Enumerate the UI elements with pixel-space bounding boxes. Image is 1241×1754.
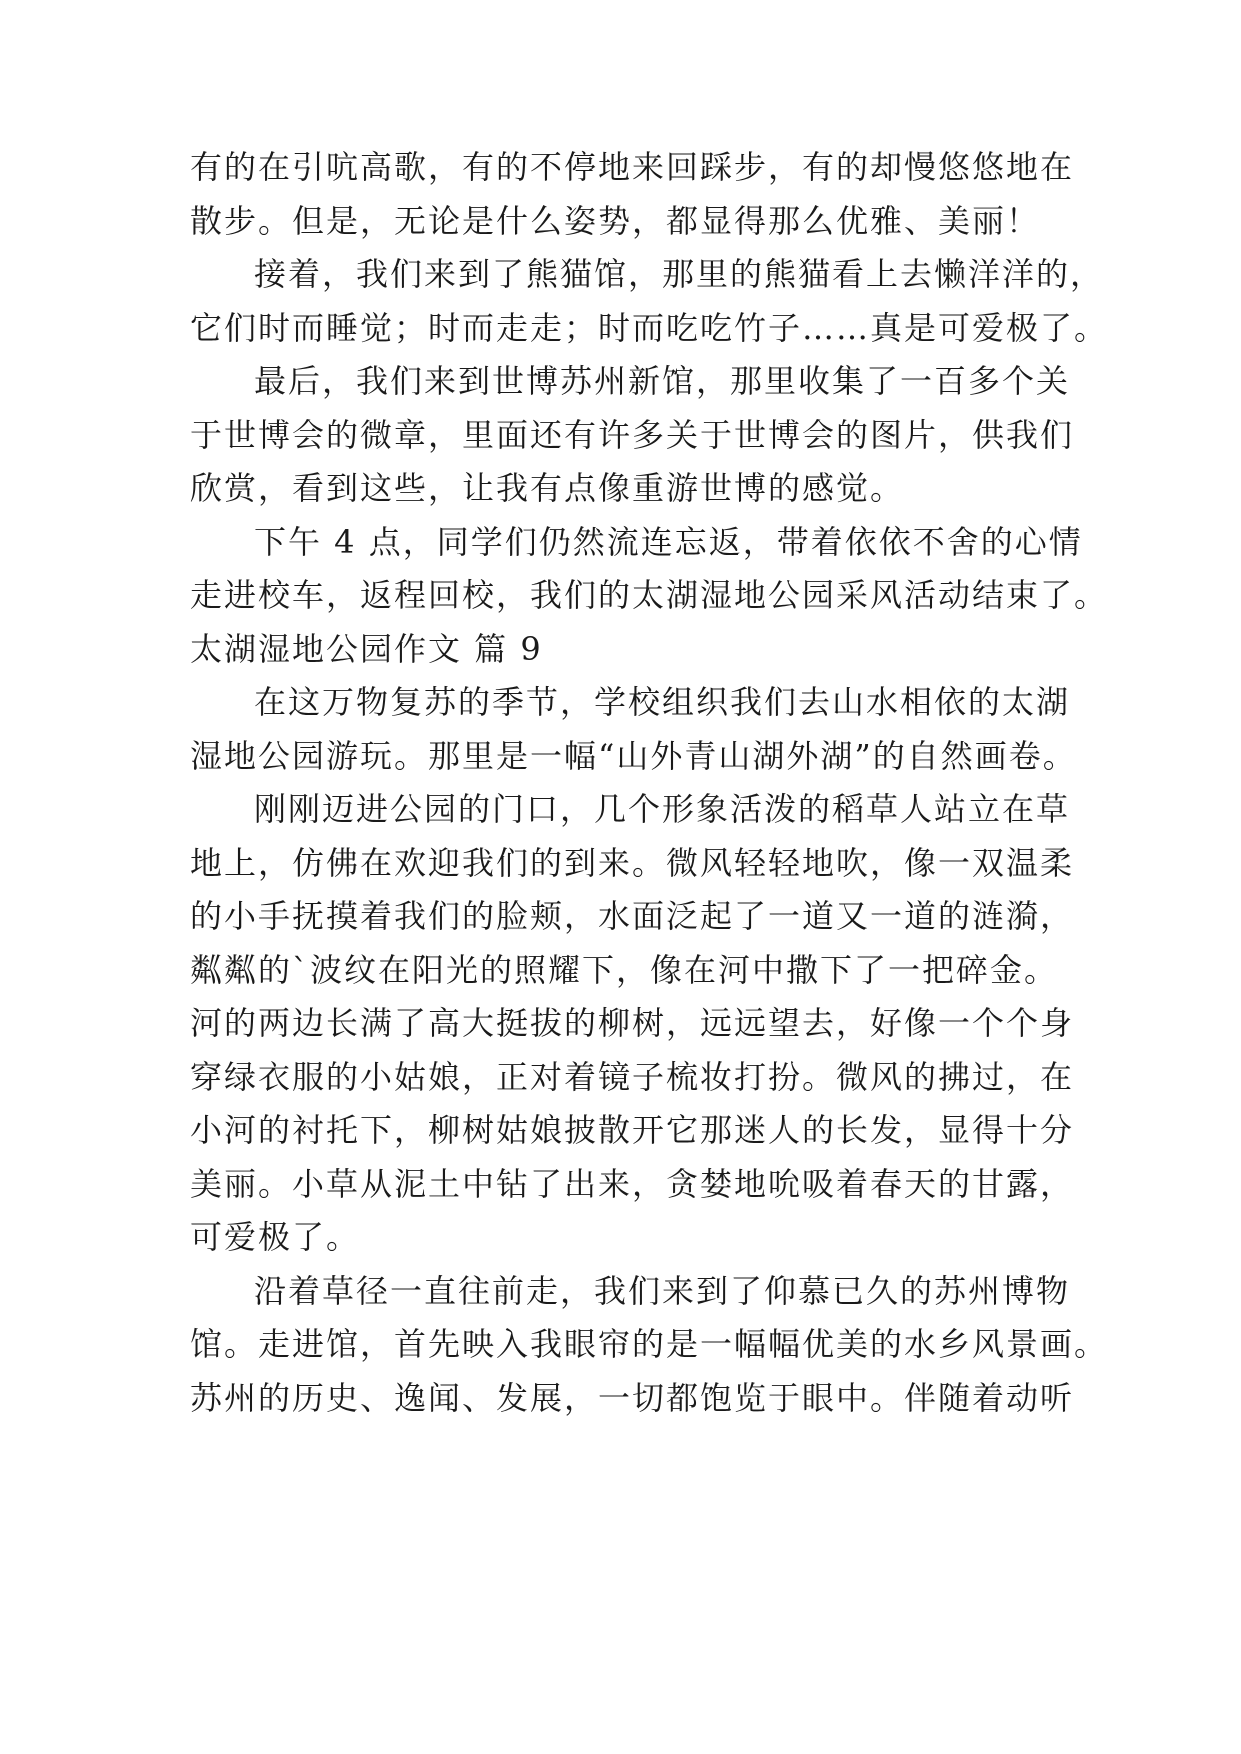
text-line: 刚刚迈进公园的门口，几个形象活泼的稻草人站立在草 [254,790,1071,828]
text-line: 小河的衬托下，柳树姑娘披散开它那迷人的长发，显得十分 [190,1111,1075,1149]
text-line: 欣赏，看到这些，让我有点像重游世博的感觉。 [190,469,905,507]
text-line: 走进校车，返程回校，我们的太湖湿地公园采风活动结束了。 [190,576,1109,614]
text-line: 的小手抚摸着我们的脸颊，水面泛起了一道又一道的涟漪， [190,897,1075,935]
text-line: 馆。走进馆，首先映入我眼帘的是一幅幅优美的水乡风景画。 [190,1325,1109,1363]
text-line: 粼粼的`波纹在阳光的照耀下，像在河中撒下了一把碎金。 [190,951,1059,989]
section-heading: 太湖湿地公园作文 篇 9 [190,630,543,668]
text-line: 有的在引吭高歌，有的不停地来回踩步，有的却慢悠悠地在 [190,148,1075,186]
text-line: 散步。但是，无论是什么姿势，都显得那么优雅、美丽！ [190,202,1041,240]
text-line: 下午 4 点，同学们仍然流连忘返，带着依依不舍的心情 [254,523,1083,561]
text-line: 接着，我们来到了熊猫馆，那里的熊猫看上去懒洋洋的， [254,255,1105,293]
text-line: 它们时而睡觉；时而走走；时而吃吃竹子……真是可爱极了。 [190,309,1109,347]
text-line: 湿地公园游玩。那里是一幅“山外青山湖外湖”的自然画卷。 [190,737,1077,775]
text-line: 河的两边长满了高大挺拔的柳树，远远望去，好像一个个身 [190,1004,1075,1042]
text-line: 沿着草径一直往前走，我们来到了仰慕已久的苏州博物 [254,1272,1071,1310]
text-line: 可爱极了。 [190,1218,361,1256]
text-line: 穿绿衣服的小姑娘，正对着镜子梳妆打扮。微风的拂过，在 [190,1058,1075,1096]
text-line: 在这万物复苏的季节，学校组织我们去山水相依的太湖 [254,683,1071,721]
text-line: 于世博会的微章，里面还有许多关于世博会的图片，供我们 [190,416,1075,454]
text-line: 美丽。小草从泥土中钻了出来，贪婪地吮吸着春天的甘露， [190,1165,1075,1203]
text-line: 苏州的历史、逸闻、发展，一切都饱览于眼中。伴随着动听 [190,1379,1075,1417]
text-line: 最后，我们来到世博苏州新馆，那里收集了一百多个关 [254,362,1071,400]
text-line: 地上，仿佛在欢迎我们的到来。微风轻轻地吹，像一双温柔 [190,844,1075,882]
